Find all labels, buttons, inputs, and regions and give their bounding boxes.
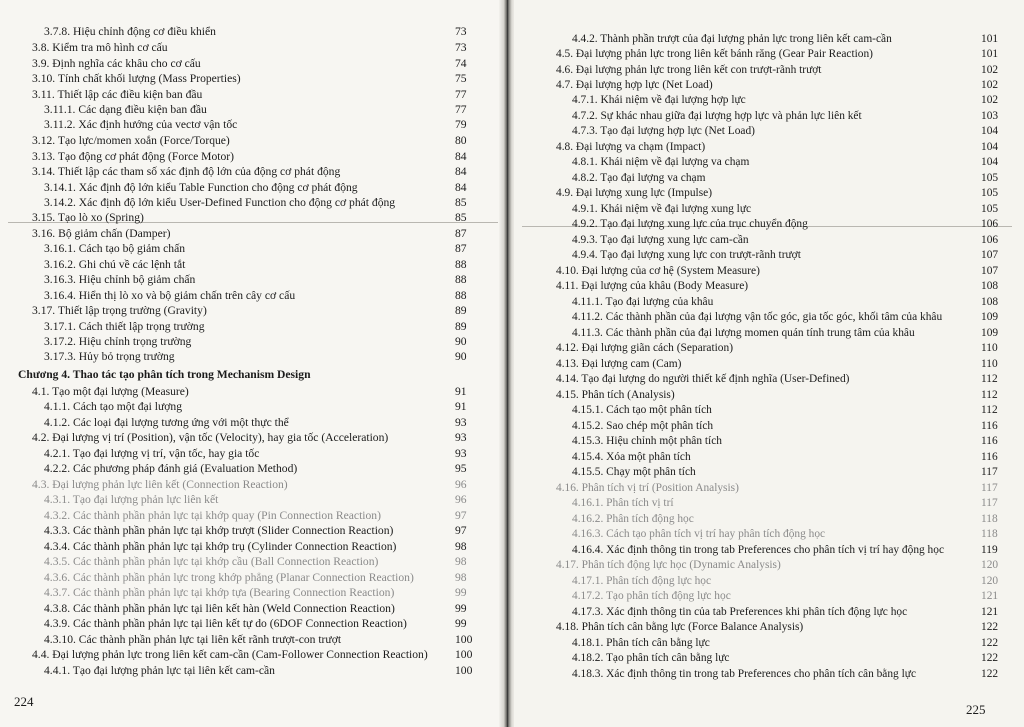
toc-entry-page: 100	[455, 633, 473, 646]
toc-entry-page: 118	[981, 528, 998, 540]
toc-entry-title: 4.4.1. Tạo đại lượng phản lực tại liên kết cam-cần	[44, 664, 275, 677]
toc-entry-title: 4.16.2. Phân tích động học	[572, 513, 694, 525]
toc-entry-page: 107	[981, 265, 999, 277]
toc-entry-page: 102	[981, 64, 999, 76]
toc-entry-title: 4.3.4. Các thành phần phản lực tại khớp trụ (Cylinder Connection Reaction)	[44, 540, 397, 553]
toc-entry-page: 118	[981, 513, 998, 525]
toc-entry-title: 3.13. Tạo động cơ phát động (Force Motor)	[32, 150, 235, 163]
toc-entry-title: 4.1.1. Cách tạo một đại lượng	[44, 400, 182, 413]
toc-entry-page: 85	[455, 196, 467, 209]
toc-entry-page: 112	[981, 373, 998, 385]
toc-entry-page: 112	[981, 389, 998, 401]
toc-entry-page: 98	[455, 571, 467, 584]
toc-entry-title: 4.3.2. Các thành phần phản lực tại khớp quay (Pin Connection Reaction)	[44, 509, 381, 522]
toc-entry-page: 102	[981, 94, 999, 106]
toc-entry-page: 80	[455, 134, 467, 147]
toc-entry-title: 4.16. Phân tích vị trí (Position Analysis)	[556, 482, 739, 494]
toc-entry-page: 116	[981, 420, 998, 432]
toc-entry-title: 3.8. Kiểm tra mô hình cơ cấu	[32, 41, 168, 54]
toc-entry-page: 104	[981, 141, 999, 153]
toc-entry-title: 4.18.1. Phân tích cân bằng lực	[572, 637, 710, 649]
toc-entry-title: 4.7.2. Sự khác nhau giữa đại lượng hợp lực và phản lực liên kết	[572, 110, 862, 122]
toc-entry-page: 122	[981, 637, 999, 649]
toc-entry-title: 4.15. Phân tích (Analysis)	[556, 389, 675, 401]
toc-entry-page: 106	[981, 218, 999, 230]
toc-entry-page: 89	[455, 304, 467, 317]
toc-entry-title: 4.3. Đại lượng phản lực liên kết (Connection Reaction)	[32, 478, 288, 491]
toc-entry-title: 4.15.1. Cách tạo một phân tích	[572, 404, 712, 416]
toc-entry-title: 3.17. Thiết lập trọng trường (Gravity)	[32, 304, 207, 317]
toc-entry-page: 110	[981, 358, 998, 370]
toc-entry-title: 4.15.5. Chạy một phân tích	[572, 466, 696, 478]
toc-entry-page: 99	[455, 602, 467, 615]
toc-entry-page: 109	[981, 311, 999, 323]
toc-entry-page: 109	[981, 327, 999, 339]
toc-entry-title: 4.17.1. Phân tích động lực học	[572, 575, 712, 587]
toc-entry-page: 97	[455, 509, 467, 522]
toc-entry-title: 4.7.3. Tạo đại lượng hợp lực (Net Load)	[572, 125, 755, 137]
toc-entry-page: 121	[981, 590, 999, 602]
toc-entry-page: 112	[981, 404, 998, 416]
right-page	[514, 0, 1024, 727]
toc-entry-page: 96	[455, 493, 467, 506]
toc-entry-title: 4.2. Đại lượng vị trí (Position), vận tốc (Velocity), hay gia tốc (Acceleration)	[32, 431, 389, 444]
toc-entry-title: 3.11. Thiết lập các điều kiện ban đầu	[32, 88, 203, 101]
toc-entry-page: 104	[981, 125, 999, 137]
toc-entry-title: 4.15.2. Sao chép một phân tích	[572, 420, 714, 432]
toc-entry-page: 105	[981, 203, 999, 215]
toc-entry-page: 117	[981, 466, 998, 478]
toc-entry-page: 103	[981, 110, 999, 122]
page-number: 225	[966, 702, 986, 717]
toc-entry-title: 4.3.7. Các thành phần phản lực tại khớp tựa (Bearing Connection Reaction)	[44, 586, 395, 599]
toc-entry-title: 4.8. Đại lượng va chạm (Impact)	[556, 141, 706, 153]
toc-entry-title: 3.17.2. Hiệu chỉnh trọng trường	[44, 335, 192, 348]
toc-entry-page: 100	[455, 648, 473, 661]
toc-entry-page: 106	[981, 234, 999, 246]
toc-entry-page: 93	[455, 416, 467, 429]
toc-entry-title: 4.6. Đại lượng phản lực trong liên kết con trượt-rãnh trượt	[556, 64, 822, 76]
toc-entry-title: 4.16.4. Xác định thông tin trong tab Preferences cho phân tích vị trí hay động học	[572, 544, 945, 556]
toc-entry-title: 4.4. Đại lượng phản lực trong liên kết cam-cần (Cam-Follower Connection Reaction)	[32, 648, 428, 661]
toc-entry-page: 107	[981, 249, 999, 261]
toc-entry-page: 96	[455, 478, 467, 491]
toc-entry-page: 99	[455, 617, 467, 630]
page-number: 224	[14, 694, 34, 709]
toc-entry-title: 3.11.1. Các dạng điều kiện ban đầu	[44, 103, 207, 116]
toc-entry-title: 3.15. Tạo lò xo (Spring)	[32, 211, 144, 224]
toc-entry-title: 4.8.1. Khái niệm về đại lượng va chạm	[572, 156, 750, 168]
toc-entry-title: 4.13. Đại lượng cam (Cam)	[556, 358, 682, 370]
toc-entry-page: 116	[981, 435, 998, 447]
toc-entry-page: 75	[455, 72, 467, 85]
toc-entry-title: 4.9.1. Khái niệm về đại lượng xung lực	[572, 203, 752, 215]
toc-entry-title: 4.3.8. Các thành phần phản lực tại liên kết hàn (Weld Connection Reaction)	[44, 602, 395, 615]
toc-entry-title: 4.7.1. Khái niệm về đại lượng hợp lực	[572, 94, 746, 106]
toc-entry-title: 3.14. Thiết lập các tham số xác định độ lớn của động cơ phát động	[32, 165, 341, 178]
toc-entry-title: 3.16.1. Cách tạo bộ giảm chấn	[44, 242, 186, 255]
toc-entry-title: 4.17. Phân tích động lực học (Dynamic Analysis)	[556, 559, 781, 571]
toc-entry-page: 101	[981, 48, 999, 60]
toc-entry-page: 105	[981, 172, 999, 184]
toc-entry-title: 4.10. Đại lượng của cơ hệ (System Measure)	[556, 265, 760, 277]
toc-entry-title: 3.11.2. Xác định hướng của vectơ vận tốc	[44, 118, 238, 131]
toc-entry-page: 119	[981, 544, 998, 556]
toc-entry-page: 90	[455, 335, 467, 348]
toc-entry-title: 4.9.2. Tạo đại lượng xung lực của trục chuyển động	[572, 218, 808, 230]
toc-entry-page: 95	[455, 462, 467, 475]
toc-entry-title: 4.17.2. Tạo phân tích động lực học	[572, 590, 731, 602]
toc-entry-page: 121	[981, 606, 999, 618]
toc-entry-title: 4.11.1. Tạo đại lượng của khâu	[572, 296, 714, 308]
toc-entry-title: 4.7. Đại lượng hợp lực (Net Load)	[556, 79, 713, 91]
toc-entry-page: 73	[455, 41, 467, 54]
left-page	[0, 0, 510, 727]
toc-entry-page: 116	[981, 451, 998, 463]
toc-entry-page: 87	[455, 227, 467, 240]
toc-entry-page: 88	[455, 289, 467, 302]
book-gutter	[499, 0, 515, 727]
toc-entry-title: 3.16.3. Hiệu chỉnh bộ giảm chấn	[44, 273, 196, 286]
toc-entry-page: 98	[455, 555, 467, 568]
toc-entry-page: 108	[981, 296, 999, 308]
toc-entry-title: 3.16.2. Ghi chú về các lệnh tắt	[44, 258, 186, 271]
toc-entry-page: 120	[981, 575, 999, 587]
toc-entry-page: 101	[981, 33, 999, 45]
toc-entry-title: 4.9.3. Tạo đại lượng xung lực cam-cần	[572, 234, 749, 246]
toc-entry-title: 4.9.4. Tạo đại lượng xung lực con trượt-rãnh trượt	[572, 249, 801, 261]
toc-entry-title: 4.17.3. Xác định thông tin của tab Preferences khi phân tích động lực học	[572, 606, 908, 618]
toc-entry-page: 100	[455, 664, 473, 677]
toc-entry-page: 85	[455, 211, 467, 224]
toc-entry-page: 73	[455, 25, 467, 38]
toc-entry-page: 97	[455, 524, 467, 537]
toc-entry-title: 4.3.3. Các thành phần phản lực tại khớp trượt (Slider Connection Reaction)	[44, 524, 394, 537]
toc-entry-title: 4.16.3. Cách tạo phân tích vị trí hay phân tích động học	[572, 528, 826, 540]
toc-entry-title: 3.12. Tạo lực/momen xoắn (Force/Torque)	[32, 134, 230, 147]
toc-entry-page: 89	[455, 320, 467, 333]
toc-entry-page: 84	[455, 150, 467, 163]
toc-entry-page: 88	[455, 258, 467, 271]
toc-entry-title: 4.2.2. Các phương pháp đánh giá (Evaluation Method)	[44, 462, 298, 475]
toc-entry-title: 4.16.1. Phân tích vị trí	[572, 497, 674, 509]
toc-entry-page: 91	[455, 385, 467, 398]
toc-entry-page: 90	[455, 350, 467, 363]
toc-entry-title: 4.8.2. Tạo đại lượng va chạm	[572, 172, 706, 184]
toc-entry-title: 4.2.1. Tạo đại lượng vị trí, vận tốc, hay gia tốc	[44, 447, 260, 460]
toc-entry-page: 122	[981, 668, 999, 680]
toc-entry-title: 3.16. Bộ giảm chấn (Damper)	[32, 227, 171, 240]
toc-entry-title: 4.15.4. Xóa một phân tích	[572, 451, 691, 463]
toc-entry-title: 4.11. Đại lượng của khâu (Body Measure)	[556, 280, 749, 292]
toc-entry-page: 117	[981, 497, 998, 509]
toc-entry-title: Chương 4. Thao tác tạo phân tích trong Mechanism Design	[18, 368, 311, 381]
toc-entry-page: 104	[981, 156, 999, 168]
toc-entry-page: 105	[981, 187, 999, 199]
toc-entry-page: 74	[455, 57, 467, 70]
toc-entry-title: 4.14. Tạo đại lượng do người thiết kế định nghĩa (User-Defined)	[556, 373, 850, 385]
toc-list	[514, 0, 1024, 727]
toc-entry-page: 77	[455, 88, 467, 101]
toc-entry-page: 122	[981, 652, 999, 664]
toc-entry-title: 4.1.2. Các loại đại lượng tương ứng với một thực thể	[44, 416, 289, 429]
toc-entry-page: 108	[981, 280, 999, 292]
toc-entry-title: 4.18. Phân tích cân bằng lực (Force Balance Analysis)	[556, 621, 804, 633]
toc-entry-title: 4.12. Đại lượng giãn cách (Separation)	[556, 342, 733, 354]
toc-entry-page: 88	[455, 273, 467, 286]
toc-entry-title: 3.14.2. Xác định độ lớn kiểu User-Defined Function cho động cơ phát động	[44, 196, 396, 209]
toc-entry-title: 3.17.3. Hủy bỏ trọng trường	[44, 350, 175, 363]
toc-entry-title: 3.7.8. Hiệu chỉnh động cơ điều khiển	[44, 25, 216, 38]
toc-entry-title: 3.14.1. Xác định độ lớn kiểu Table Function cho động cơ phát động	[44, 181, 358, 194]
toc-entry-title: 4.3.10. Các thành phần phản lực tại liên kết rãnh trượt-con trượt	[44, 633, 342, 646]
toc-entry-page: 93	[455, 431, 467, 444]
toc-entry-title: 4.4.2. Thành phần trượt của đại lượng phản lực trong liên kết cam-cần	[572, 33, 892, 45]
toc-entry-page: 122	[981, 621, 999, 633]
toc-entry-title: 4.1. Tạo một đại lượng (Measure)	[32, 385, 189, 398]
toc-entry-title: 4.3.1. Tạo đại lượng phản lực liên kết	[44, 493, 219, 506]
toc-entry-page: 84	[455, 181, 467, 194]
toc-entry-title: 3.9. Định nghĩa các khâu cho cơ cấu	[32, 57, 201, 70]
toc-entry-title: 4.3.5. Các thành phần phản lực tại khớp cầu (Ball Connection Reaction)	[44, 555, 379, 568]
toc-entry-page: 87	[455, 242, 467, 255]
toc-entry-page: 84	[455, 165, 467, 178]
toc-list	[0, 0, 510, 727]
toc-entry-page: 77	[455, 103, 467, 116]
toc-entry-title: 4.18.2. Tạo phân tích cân bằng lực	[572, 652, 730, 664]
toc-entry-title: 4.5. Đại lượng phản lực trong liên kết bánh răng (Gear Pair Reaction)	[556, 48, 873, 60]
toc-entry-page: 120	[981, 559, 999, 571]
toc-entry-page: 117	[981, 482, 998, 494]
toc-entry-page: 79	[455, 118, 467, 131]
toc-entry-page: 99	[455, 586, 467, 599]
toc-entry-title: 4.18.3. Xác định thông tin trong tab Preferences cho phân tích cân bằng lực	[572, 668, 916, 680]
toc-entry-title: 4.11.2. Các thành phần của đại lượng vận tốc góc, gia tốc góc, khối tâm của khâu	[572, 311, 943, 323]
toc-entry-page: 98	[455, 540, 467, 553]
toc-entry-title: 4.11.3. Các thành phần của đại lượng momen quán tính trung tâm của khâu	[572, 327, 915, 339]
toc-entry-page: 102	[981, 79, 999, 91]
toc-entry-title: 4.3.6. Các thành phần phản lực trong khớp phẳng (Planar Connection Reaction)	[44, 571, 414, 584]
toc-entry-title: 3.17.1. Cách thiết lập trọng trường	[44, 320, 205, 333]
toc-entry-page: 110	[981, 342, 998, 354]
toc-entry-title: 4.15.3. Hiệu chỉnh một phân tích	[572, 435, 722, 447]
toc-entry-title: 4.9. Đại lượng xung lực (Impulse)	[556, 187, 712, 199]
toc-entry-title: 4.3.9. Các thành phần phản lực tại liên kết tự do (6DOF Connection Reaction)	[44, 617, 407, 630]
toc-entry-title: 3.16.4. Hiển thị lò xo và bộ giảm chấn trên cây cơ cấu	[44, 289, 296, 302]
toc-entry-title: 3.10. Tính chất khối lượng (Mass Properties)	[32, 72, 241, 85]
toc-entry-page: 93	[455, 447, 467, 460]
toc-entry-page: 91	[455, 400, 467, 413]
